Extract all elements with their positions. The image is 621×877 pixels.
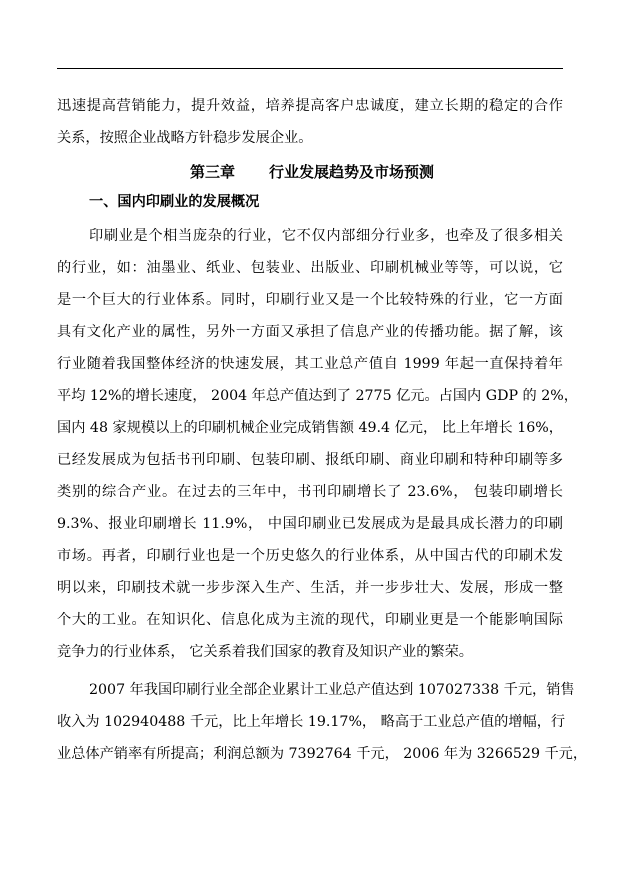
paragraph-line: 的行业，如：油墨业、纸业、包装业、出版业、印刷机械业等等，可以说，它	[57, 260, 563, 276]
paragraph-line: 2007 年我国印刷行业全部企业累计工业总产值达到 107027338 千元，销售	[89, 682, 575, 698]
paragraph-line: 业总体产销率有所提高；利润总额为 7392764 千元， 2006 年为 3266529 千元，	[57, 746, 588, 762]
paragraph-line: 印刷业是个相当庞杂的行业，它不仅内部细分行业多，也牵及了很多相关	[89, 228, 563, 244]
section-heading: 一、国内印刷业的发展概况	[89, 194, 260, 210]
intro-line: 迅速提高营销能力，提升效益，培养提高客户忠诚度，建立长期的稳定的合作	[57, 98, 563, 114]
paragraph-line: 平均 12%的增长速度， 2004 年总产值达到了 2775 亿元。占国内 GDP 的 2%，	[57, 388, 578, 404]
paragraph-line: 市场。再者，印刷行业也是一个历史悠久的行业体系，从中国古代的印刷术发	[57, 548, 563, 564]
paragraph-line: 个大的工业。在知识化、信息化成为主流的现代，印刷业更是一个能影响国际	[57, 612, 563, 628]
paragraph-line: 是一个巨大的行业体系。同时，印刷行业又是一个比较特殊的行业，它一方面	[57, 292, 563, 308]
header-rule	[57, 68, 563, 69]
paragraph-line: 9.3%、报业印刷增长 11.9%， 中国印刷业已发展成为是最具成长潜力的印刷	[57, 516, 563, 532]
paragraph-line: 国内 48 家规模以上的印刷机械企业完成销售额 49.4 亿元， 比上年增长 16%，	[57, 420, 563, 436]
chapter-number: 第三章	[190, 163, 236, 181]
chapter-heading	[190, 162, 434, 182]
paragraph-line: 明以来，印刷技术就一步步深入生产、生活，并一步步壮大、发展，形成一整	[57, 580, 563, 596]
chapter-title: 行业发展趋势及市场预测	[269, 163, 435, 181]
paragraph-line: 行业随着我国整体经济的快速发展，其工业总产值自 1999 年起一直保持着年	[57, 356, 563, 372]
intro-line: 关系，按照企业战略方针稳步发展企业。	[57, 130, 313, 146]
paragraph-line: 类别的综合产业。在过去的三年中，书刊印刷增长了 23.6%， 包装印刷增长	[57, 484, 563, 500]
paragraph-line: 收入为 102940488 千元，比上年增长 19.17%， 略高于工业总产值的增幅，行	[57, 714, 566, 730]
paragraph-line: 竞争力的行业体系， 它关系着我们国家的教育及知识产业的繁荣。	[57, 644, 473, 660]
paragraph-line: 具有文化产业的属性，另外一方面又承担了信息产业的传播功能。据了解，该	[57, 324, 563, 340]
paragraph-line: 已经发展成为包括书刊印刷、包装印刷、报纸印刷、商业印刷和特种印刷等多	[57, 452, 563, 468]
